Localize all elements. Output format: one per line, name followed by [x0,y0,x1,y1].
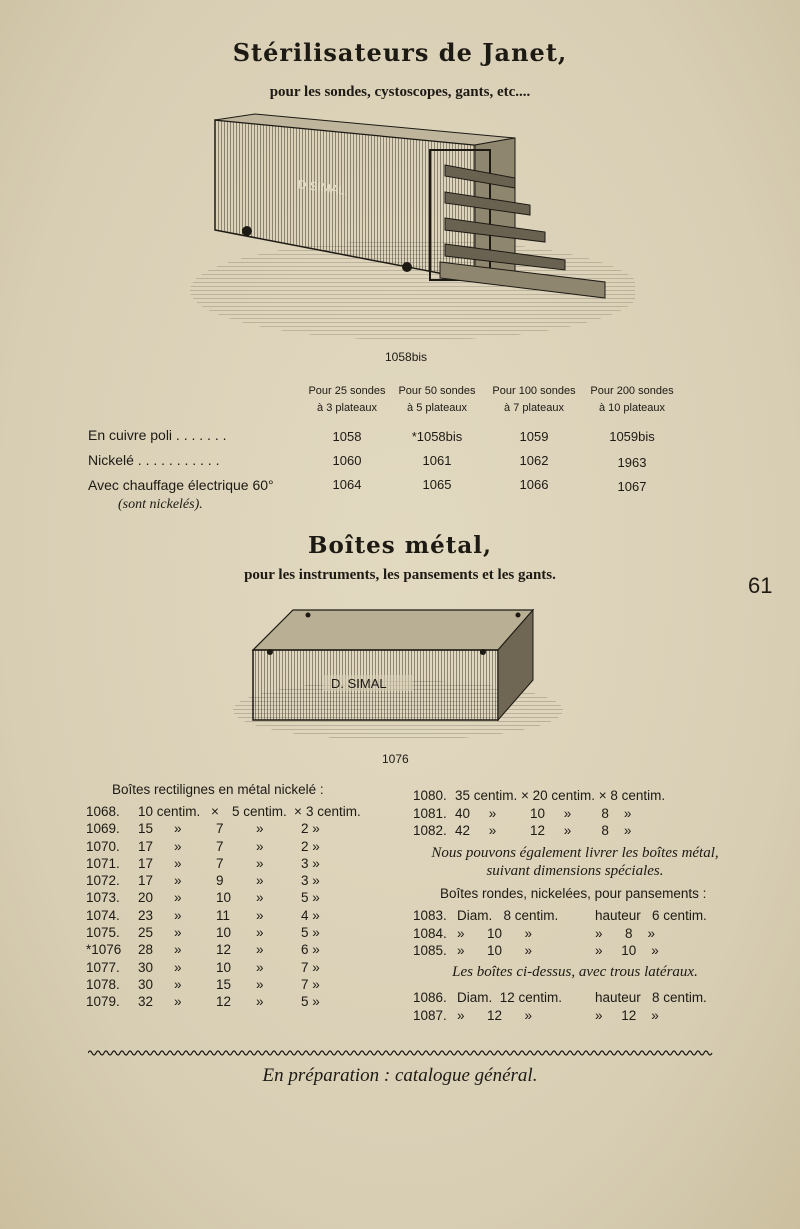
table-cell: × [211,804,219,819]
table-cell: 5 » [301,890,320,906]
wavy-divider [88,1048,713,1058]
table-cell: 1078. [86,976,120,992]
table-row [413,823,743,841]
table-cell: 1071. [86,855,120,871]
metal-box-illustration [228,605,573,745]
table-cell: 1069. [86,821,120,837]
table-cell: 1087. [413,1007,447,1023]
table-row [413,943,743,961]
table-cell: » [174,821,182,837]
table-row [413,990,743,1008]
table-cell: » [256,976,264,992]
table-cell: 1086. [413,990,447,1005]
table-cell: 30 [138,959,154,975]
table-cell: » [174,838,182,854]
sterilizer-caption: 1058bis [385,350,428,364]
table-cell: 1075. [86,925,120,941]
page-subtitle: pour les sondes, cystoscopes, gants, etc.... [269,84,531,100]
table-cell: 23 [138,907,154,923]
table-cell: 1064 [332,477,362,492]
table-cell: 15 [216,976,232,992]
table-row [413,806,743,824]
table-cell: 6 » [301,942,320,958]
row-label-cuivre: En cuivre poli . . . . . . . [88,427,227,443]
table-row [86,856,396,873]
table-cell: » [256,855,264,871]
box-caption: 1076 [382,752,409,766]
table-cell: 10 [216,890,232,906]
table-cell: 1082. [413,823,447,838]
table-cell: » [256,959,264,975]
table-cell: 1065 [422,477,452,492]
table-cell: Diam. 8 centim. [457,908,559,923]
table-cell: 1061 [422,453,452,468]
table-cell: » [174,959,182,975]
table-cell: 3 » [301,873,320,889]
section-title: Boîtes métal, [308,532,492,559]
right-boxes-block [413,788,743,841]
special-dimensions-note: Nous pouvons également livrer les boîtes métal, suivant dimensions spéciales. [431,845,719,879]
table-cell: × [294,804,302,819]
round-boxes-heading: Boîtes rondes, nickelées, pour pansements : [440,886,707,901]
table-cell: 1077. [86,959,120,975]
table-cell: 1068. [86,804,120,819]
table-cell: 5 centim. [232,804,287,819]
table-row [86,960,396,977]
table-cell: » [174,925,182,941]
table-cell: 1081. [413,805,447,821]
col-header-4: Pour 200 sondes à 10 plateaux [590,385,674,414]
table-cell: 12 [216,994,232,1010]
table-cell: 7 [216,855,224,871]
table-cell: 17 [138,873,154,889]
footer-note: En préparation : catalogue général. [262,1065,538,1086]
table-row [413,926,743,944]
table-row [86,890,396,907]
table-cell: 1059 [519,429,549,444]
table-cell: » 10 » [457,925,533,941]
round-boxes-table [413,908,743,961]
box-brand: D. SIMAL [331,676,387,691]
table-cell: » [256,907,264,923]
table-cell: » [174,907,182,923]
table-row [413,1008,743,1026]
table-cell: 7 [216,821,224,837]
table-cell: 1074. [86,907,120,923]
table-cell: hauteur 8 centim. [595,990,707,1005]
table-cell: 1072. [86,873,120,889]
table-cell: 1058 [332,429,362,444]
table-cell: 3 » [301,855,320,871]
table-row [86,925,396,942]
round-boxes-table-2 [413,990,743,1025]
page-number: 61 [748,573,773,598]
table-cell: 35 centim. × 20 centim. × 8 centim. [455,788,666,803]
table-cell: 28 [138,942,154,958]
col-header-3: Pour 100 sondes à 7 plateaux [492,385,576,414]
table-cell: 1079. [86,994,120,1010]
table-note: (sont nickelés). [118,497,203,512]
table-cell: 1073. [86,890,120,906]
table-cell: » [256,994,264,1010]
table-cell: 2 » [301,838,320,854]
section-subtitle: pour les instruments, les pansements et les gants. [244,567,556,583]
table-cell: 1084. [413,925,447,941]
table-cell: 4 » [301,907,320,923]
table-cell: » [174,994,182,1010]
table-row [86,942,396,959]
table-cell: » 12 » [457,1007,533,1023]
table-cell: 5 » [301,994,320,1010]
table-cell: » [174,942,182,958]
page-title: Stérilisateurs de Janet, [232,38,568,67]
table-cell: hauteur 6 centim. [595,908,707,923]
rect-boxes-table [86,804,396,1012]
table-row [86,994,396,1011]
rect-boxes-heading: Boîtes rectilignes en métal nickelé : [112,782,324,797]
table-cell: » [256,890,264,906]
table-row [413,908,743,926]
table-cell: 25 [138,925,154,941]
col-header-2: Pour 50 sondes à 5 plateaux [398,385,476,414]
table-cell: 10 centim. [138,804,201,819]
table-cell: » 10 » [457,943,533,958]
table-row [86,804,396,821]
table-cell: 7 » [301,976,320,992]
table-cell: » 8 » [595,925,656,941]
table-cell: » [256,942,264,958]
table-cell: 1080. [413,788,447,803]
table-cell: 40 » 10 » 8 » [455,805,632,821]
table-cell: » [256,838,264,854]
table-cell: 1060 [332,453,362,468]
table-cell: » [256,821,264,837]
table-cell: » [174,855,182,871]
table-row [86,908,396,925]
table-row [86,821,396,838]
table-cell: 7 » [301,959,320,975]
table-cell: 20 [138,890,154,906]
table-cell: 11 [216,907,231,923]
table-cell: 42 » 12 » 8 » [455,823,632,838]
table-cell: *1076 [86,942,122,958]
table-cell: *1058bis [411,429,463,444]
table-cell: 1066 [519,477,549,492]
table-cell: 15 [138,821,154,837]
table-cell: Diam. 12 centim. [457,990,563,1005]
table-cell: » [174,890,182,906]
table-row [86,839,396,856]
table-cell: 1085. [413,943,447,958]
table-cell: 1062 [519,453,549,468]
table-row [86,873,396,890]
row-label-nickele: Nickelé . . . . . . . . . . . [88,452,220,468]
table-cell: » [174,873,182,889]
table-cell: 1083. [413,908,447,923]
table-cell: 12 [216,942,232,958]
table-cell: 2 » [301,821,320,837]
table-row [86,977,396,994]
sterilizer-brand: D.SIMAL [296,177,347,198]
table-cell: 1059bis [609,429,655,444]
table-cell: » [174,976,182,992]
table-cell: 30 [138,976,154,992]
table-cell: 1067 [617,479,647,494]
table-cell: » 12 » [595,1007,659,1023]
table-cell: 9 [216,873,224,889]
table-cell: 17 [138,855,154,871]
table-cell: » [256,873,264,889]
table-cell: 1963 [617,455,647,470]
table-cell: 3 centim. [306,804,361,819]
table-row [413,788,743,806]
table-cell: 32 [138,994,154,1010]
table-cell: 7 [216,838,224,854]
table-cell: 1070. [86,838,120,854]
sterilizer-illustration [185,110,635,345]
table-cell: 5 » [301,925,320,941]
table-cell: 10 [216,959,232,975]
table-cell: 10 [216,925,232,941]
col-header-1: Pour 25 sondes à 3 plateaux [308,385,386,414]
row-label-chauffage: Avec chauffage électrique 60° [88,477,274,493]
table-cell: » [256,925,264,941]
lateral-holes-note: Les boîtes ci-dessus, avec trous latéraux. [452,964,698,980]
table-cell: 17 [138,838,154,854]
table-cell: » 10 » [595,943,659,958]
